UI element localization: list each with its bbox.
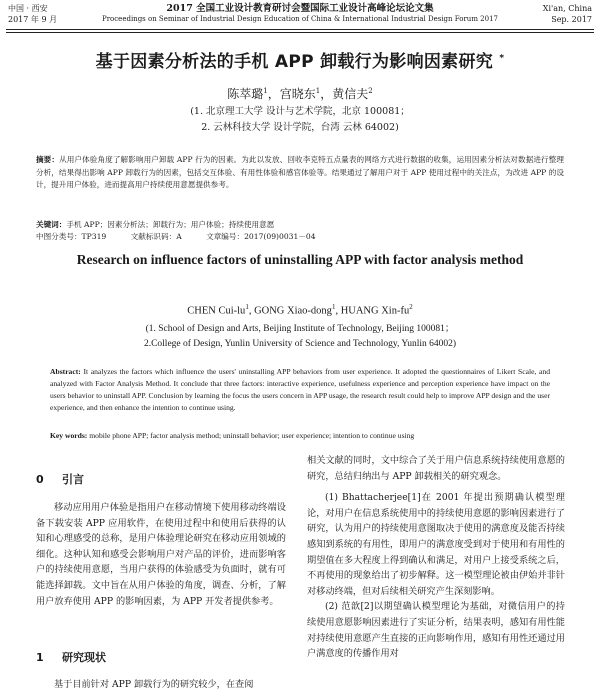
section-title: 引言 xyxy=(62,473,84,486)
author-cn: 陈萃璐 xyxy=(227,87,264,101)
article-id: 文章编号：2017(09)0031－04 xyxy=(206,232,316,241)
section-1-heading xyxy=(36,650,286,666)
classification-line xyxy=(36,231,564,243)
proceedings-title-cn: 2017 全国工业设计教育研讨会暨国际工业设计高峰论坛论文集 xyxy=(166,3,434,14)
header-right xyxy=(543,3,592,25)
author-sup: 1 xyxy=(331,303,336,311)
keywords-en-text: mobile phone APP; factor analysis method; uninstall behavior; user experience; intention to continue using xyxy=(87,431,415,440)
intro-paragraph xyxy=(36,500,286,609)
authors-en: CHEN Cui-$lu^1$, GONG Xiao-dong$^1$, HUANG Xin-$fu^2$ xyxy=(187,303,413,317)
paper-title-cn-text: 基于因素分析法的手机 APP 卸载行为影响因素研究 xyxy=(95,52,494,72)
keywords-en xyxy=(50,430,550,442)
document-code: 文献标识码：A xyxy=(130,232,182,241)
keywords-cn-text: 手机 APP；因素分析法；卸载行为；用户体验；持续使用意愿 xyxy=(66,220,275,229)
author-sup: 2 xyxy=(368,87,373,95)
paragraph: 基于目前针对 APP 卸载行为的研究较少，在查阅 xyxy=(54,679,254,690)
authors-cn: 陈萃璐$^1$，宫晓东$^1$，黄信夫$^2$ xyxy=(227,87,373,101)
abstract-cn xyxy=(36,154,564,192)
abstract-cn-text: 从用户体验角度了解影响用户卸载 APP 行为的因素。为此以发放、回收李克特五点量表的网络方式进行数据的收集，运用因素分析法对数据进行整理分析，结果得出影响 APP 卸载行为的因素，包括交互体验、有用性体验和感官体验等。结果通过了解用户对于 APP 使用过程中的关注点，为改进 APP 的设计，提升用户体验，进而提高用户持续使用意愿提供参考。 xyxy=(36,155,564,189)
clc-number: 中图分类号：TP319 xyxy=(36,232,107,241)
keywords-cn xyxy=(36,219,564,231)
paper-title-cn xyxy=(0,47,600,72)
affiliation-cn-2: 2. 云林科技大学 设计学院，台湾 云林 64002) xyxy=(201,122,399,133)
header-date-cn: 2017 年 9 月 xyxy=(8,15,58,24)
title-footnote-mark: * xyxy=(499,53,505,64)
section-number: 0 xyxy=(36,473,44,486)
header-left xyxy=(8,3,57,25)
abstract-cn-label: 摘要： xyxy=(36,155,60,164)
section-0-heading xyxy=(36,472,286,488)
author-cn: 宫晓东 xyxy=(279,87,316,101)
abstract-en-text: It analyzes the factors which influence the users' uninstalling APP behaviors from user experience. It adopted the questionnaires of Likert Scale, and analyzed with Factor Analysis Method. It conclude that three factors: interactive experience, usefulness experience and perception experience have impact on the users behavior to uninstall APP. Conclusion by learning the focus the users concern in APP usage, the research result could help to improve APP design and the user experience, and then enhance the intention to continue using. xyxy=(50,367,550,412)
abstract-en xyxy=(50,366,550,414)
keywords-meta-cn xyxy=(36,219,564,243)
abstract-en-label: Abstract: xyxy=(50,367,81,376)
paper-title-en: Research on influence factors of uninstalling APP with factor analysis method xyxy=(76,252,524,267)
keywords-en-label: Key words: xyxy=(50,431,88,440)
paragraph: 相关文献的同时，文中综合了关于用户信息系统持续使用意愿的研究，总结归纳出与 APP 卸载相关的研究观念。 xyxy=(307,455,565,482)
section-number: 1 xyxy=(36,651,44,664)
author-cn: 黄信夫 xyxy=(332,87,369,101)
header-center xyxy=(100,3,500,25)
affiliation-cn-1: (1. 北京理工大学 设计与艺术学院，北京 100081； xyxy=(190,106,410,117)
author-sup: 2 xyxy=(409,303,413,311)
paragraph: (1) Bhattacherjee[1]在 2001 年提出预期确认模型理论，对用户在信息系统使用中的持续使用意愿的影响因素进行了研究，认为用户的持续使用意图取决于使用的满意度及能否持续感知到系统的有用性，即用户的满意度受到对于使用和有用性的期望值在多大程度上得到确认和满足，对用户上接受系统之后，不再使用的现象给出了初步解释。这一模型理论被由伊始并非针对移动终端，但对后续相关研究产生深刻影响。 xyxy=(307,492,565,597)
section-title: 研究现状 xyxy=(62,651,106,664)
header-location: 中国 · 西安 xyxy=(8,4,48,13)
author-en: HUANG Xin-fu xyxy=(340,305,410,317)
paragraph: (2) 范歆[2]以期望确认模型理论为基础，对微信用户的持续使用意愿影响因素进行了实证分析，结果表明，感知有用性能对持续使用意愿产生直接的正向影响作用，感知有用性还通过用户满意度的传播作用对 xyxy=(307,601,565,660)
proceedings-title-en: Proceedings on Seminar of Industrial Design Education of China & International Industrial Design Forum 2017 xyxy=(101,15,498,23)
section-1-paragraph xyxy=(36,677,286,693)
affiliation-en-2: 2.College of Design, Yunlin University of Science and Technology, Yunlin 64002) xyxy=(143,339,457,349)
keywords-cn-label: 关键词： xyxy=(36,220,67,229)
running-header xyxy=(0,0,600,34)
author-en: CHEN Cui-lu xyxy=(187,305,246,317)
header-location-en: Xi'an, China xyxy=(542,4,592,13)
header-date-en: Sep. 2017 xyxy=(551,15,592,24)
header-rule-thin xyxy=(6,32,594,33)
author-sup: 1 xyxy=(245,303,249,311)
affiliation-en-1: (1. School of Design and Arts, Beijing Institute of Technology, Beijing 100081； xyxy=(145,324,455,334)
right-column xyxy=(307,453,565,662)
paragraph: 移动应用用户体验是指用户在移动情境下使用移动终端设备下载安装 APP 应用软件，在使用过程中和使用后获得的认知和心理感受的总称，是用户体验理论研究在移动应用领域的细化。这种认知和感受会影响用户对产品的评价，进而影响客户的持续使用意愿，当用户获得的体验感受为负面时，就有可能选择卸载。文中旨在从用户体验的角度，调查、分析，了解用户放弃使用 APP 的影响因素，为 APP 开发者提供参考。 xyxy=(36,502,286,607)
author-sup: 1 xyxy=(315,87,321,95)
author-sup: 1 xyxy=(263,87,268,95)
header-rule xyxy=(6,29,594,30)
author-en: GONG Xiao-dong xyxy=(254,305,332,317)
